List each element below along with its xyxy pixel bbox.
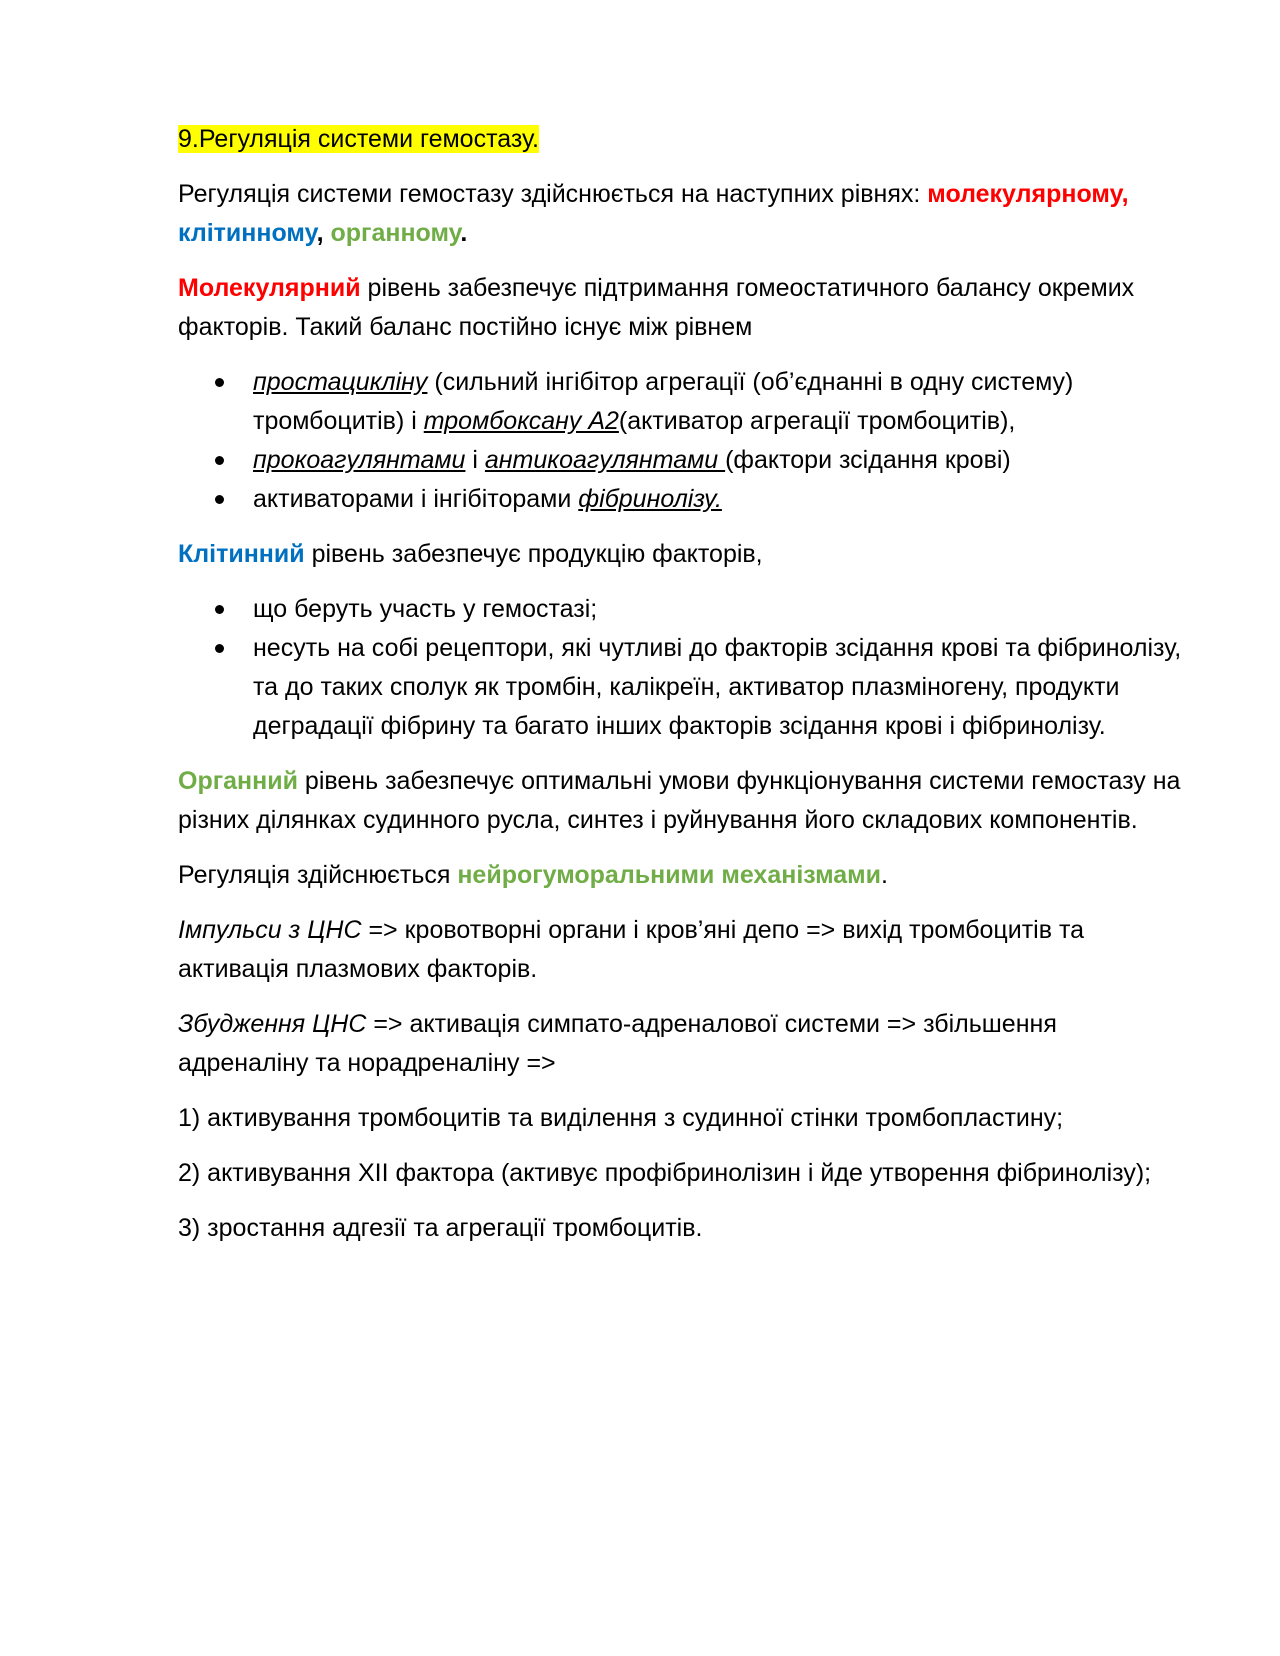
list-item-text: і xyxy=(465,446,485,474)
list-item xyxy=(178,480,1188,519)
effect-item: 2) активування XII фактора (активує профібринолізин і йде утворення фібринолізу); xyxy=(178,1159,1152,1187)
organ-term: Органний xyxy=(178,767,298,795)
term-thromboxane: тромбоксану А2 xyxy=(423,407,619,435)
effect-item: 1) активування тромбоцитів та виділення з судинної стінки тромбопластину; xyxy=(178,1104,1064,1132)
section-title xyxy=(178,120,1188,159)
neurohumoral-term: нейрогуморальними механізмами xyxy=(457,861,882,889)
intro-paragraph xyxy=(178,175,1188,253)
effect-item: 3) зростання адгезії та агрегації тромбоцитів. xyxy=(178,1214,703,1242)
list-item: несуть на собі рецептори, які чутливі до факторів зсідання крові та фібринолізу, та до таких сполук як тромбін, калікреїн, активатор плазміногену, продукти деградації фібрину та багато інших факторів зсідання крові і фібринолізу. xyxy=(178,629,1188,746)
molecular-term: Молекулярний xyxy=(178,274,361,302)
document-body xyxy=(178,120,1188,1264)
cellular-term: Клітинний xyxy=(178,540,305,568)
cellular-list xyxy=(178,590,1188,746)
list-item xyxy=(178,441,1188,480)
molecular-list xyxy=(178,363,1188,519)
term-prostacyclin: простацикліну xyxy=(253,368,428,396)
level-molecular: молекулярному, xyxy=(927,180,1129,208)
regulation-paragraph xyxy=(178,856,1188,895)
molecular-paragraph xyxy=(178,269,1188,347)
intro-comma: , xyxy=(316,219,331,247)
list-item-text: (сильний інгібітор агрегації (об’єднанні в одну систему) тромбоцитів) і xyxy=(253,368,1074,435)
intro-end: . xyxy=(460,219,468,247)
term-fibrinolysis: фібринолізу. xyxy=(578,485,722,513)
term-procoagulants: прокоагулянтами xyxy=(253,446,466,474)
list-item-text: (активатор агрегації тромбоцитів), xyxy=(618,407,1016,435)
impulses-paragraph xyxy=(178,911,1188,989)
level-cellular: клітинному xyxy=(178,219,317,247)
impulses-term: Імпульси з ЦНС xyxy=(178,916,362,944)
list-item-text: (фактори зсідання крові) xyxy=(725,446,1011,474)
organ-paragraph xyxy=(178,762,1188,840)
regulation-end: . xyxy=(881,861,888,889)
impulses-text: => кровотворні органи і кров’яні депо => вихід тромбоцитів та активація плазмових факторів. xyxy=(178,916,1085,983)
organ-text: рівень забезпечує оптимальні умови функціонування системи гемостазу на різних ділянках судинного русла, синтез і руйнування його складових компонентів. xyxy=(178,767,1181,834)
molecular-text: рівень забезпечує підтримання гомеостатичного балансу окремих факторів. Такий баланс постійно існує між рівнем xyxy=(178,274,1135,341)
excitation-paragraph xyxy=(178,1005,1188,1083)
cellular-paragraph xyxy=(178,535,1188,574)
regulation-text: Регуляція здійснюється xyxy=(178,861,458,889)
excitation-text: => активація симпато-адреналової системи => збільшення адреналіну та норадреналіну => xyxy=(178,1010,1057,1077)
list-item xyxy=(178,363,1188,441)
level-organ: органному xyxy=(330,219,461,247)
cellular-text: рівень забезпечує продукцію факторів, xyxy=(304,540,763,568)
list-item: що беруть участь у гемостазі; xyxy=(178,590,1188,629)
term-anticoagulants: антикоагулянтами xyxy=(484,446,726,474)
excitation-term: Збудження ЦНС xyxy=(178,1010,367,1038)
title-highlight: 9.Регуляція системи гемостазу. xyxy=(178,125,539,153)
intro-text: Регуляція системи гемостазу здійснюється на наступних рівнях: xyxy=(178,180,928,208)
list-item-text: активаторами і інгібіторами xyxy=(253,485,579,513)
